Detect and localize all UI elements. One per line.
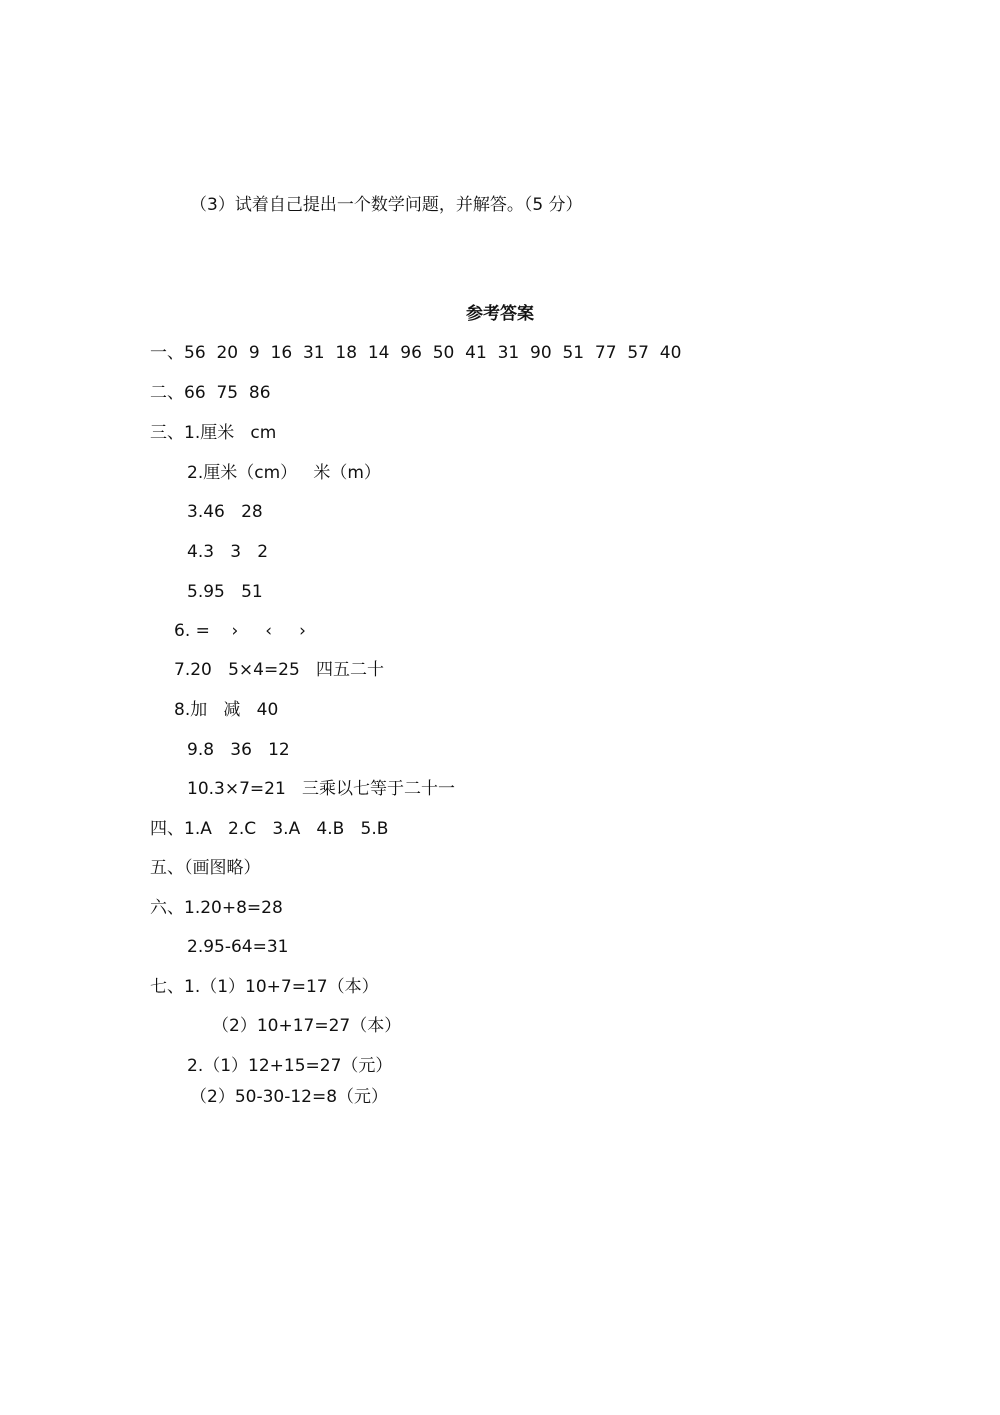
answer-section-7-item-2: 2.（1）12+15=27（元） [187, 1056, 393, 1076]
answer-section-3-item-6: 6. = › ‹ › [174, 621, 306, 641]
answer-section-6-item-2: 2.95-64=31 [187, 937, 289, 957]
answer-section-2: 二、66 75 86 [150, 383, 271, 403]
question-3: （3）试着自己提出一个数学问题，并解答。（5 分） [190, 195, 583, 215]
answer-section-7-item-1-part-2: （2）10+17=27（本） [212, 1016, 402, 1036]
answer-section-3-item-7: 7.20 5×4=25 四五二十 [174, 660, 385, 680]
answer-section-3-item-10: 10.3×7=21 三乘以七等于二十一 [187, 779, 455, 799]
answer-section-3-item-2: 2.厘米（cm） 米（m） [187, 463, 381, 483]
answer-section-5: 五、（画图略） [150, 858, 261, 878]
answer-section-3-item-4: 4.3 3 2 [187, 542, 269, 562]
answer-section-3-item-3: 3.46 28 [187, 502, 263, 522]
answer-section-6-item-1: 六、1.20+8=28 [150, 898, 283, 918]
answer-section-3-item-8: 8.加 减 40 [174, 700, 279, 720]
answer-section-3-item-1: 三、1.厘米 cm [150, 423, 277, 443]
answer-section-1: 一、56 20 9 16 31 18 14 96 50 41 31 90 51 77 57 40 [150, 343, 682, 363]
answer-section-4: 四、1.A 2.C 3.A 4.B 5.B [150, 819, 389, 839]
answer-section-3-item-9: 9.8 36 12 [187, 740, 290, 760]
answer-section-7-item-2-part-2: （2）50-30-12=8（元） [190, 1087, 389, 1107]
answer-section-7-item-1: 七、1.（1）10+7=17（本） [150, 977, 379, 997]
answer-title: 参考答案 [466, 304, 534, 324]
answer-section-3-item-5: 5.95 51 [187, 582, 263, 602]
